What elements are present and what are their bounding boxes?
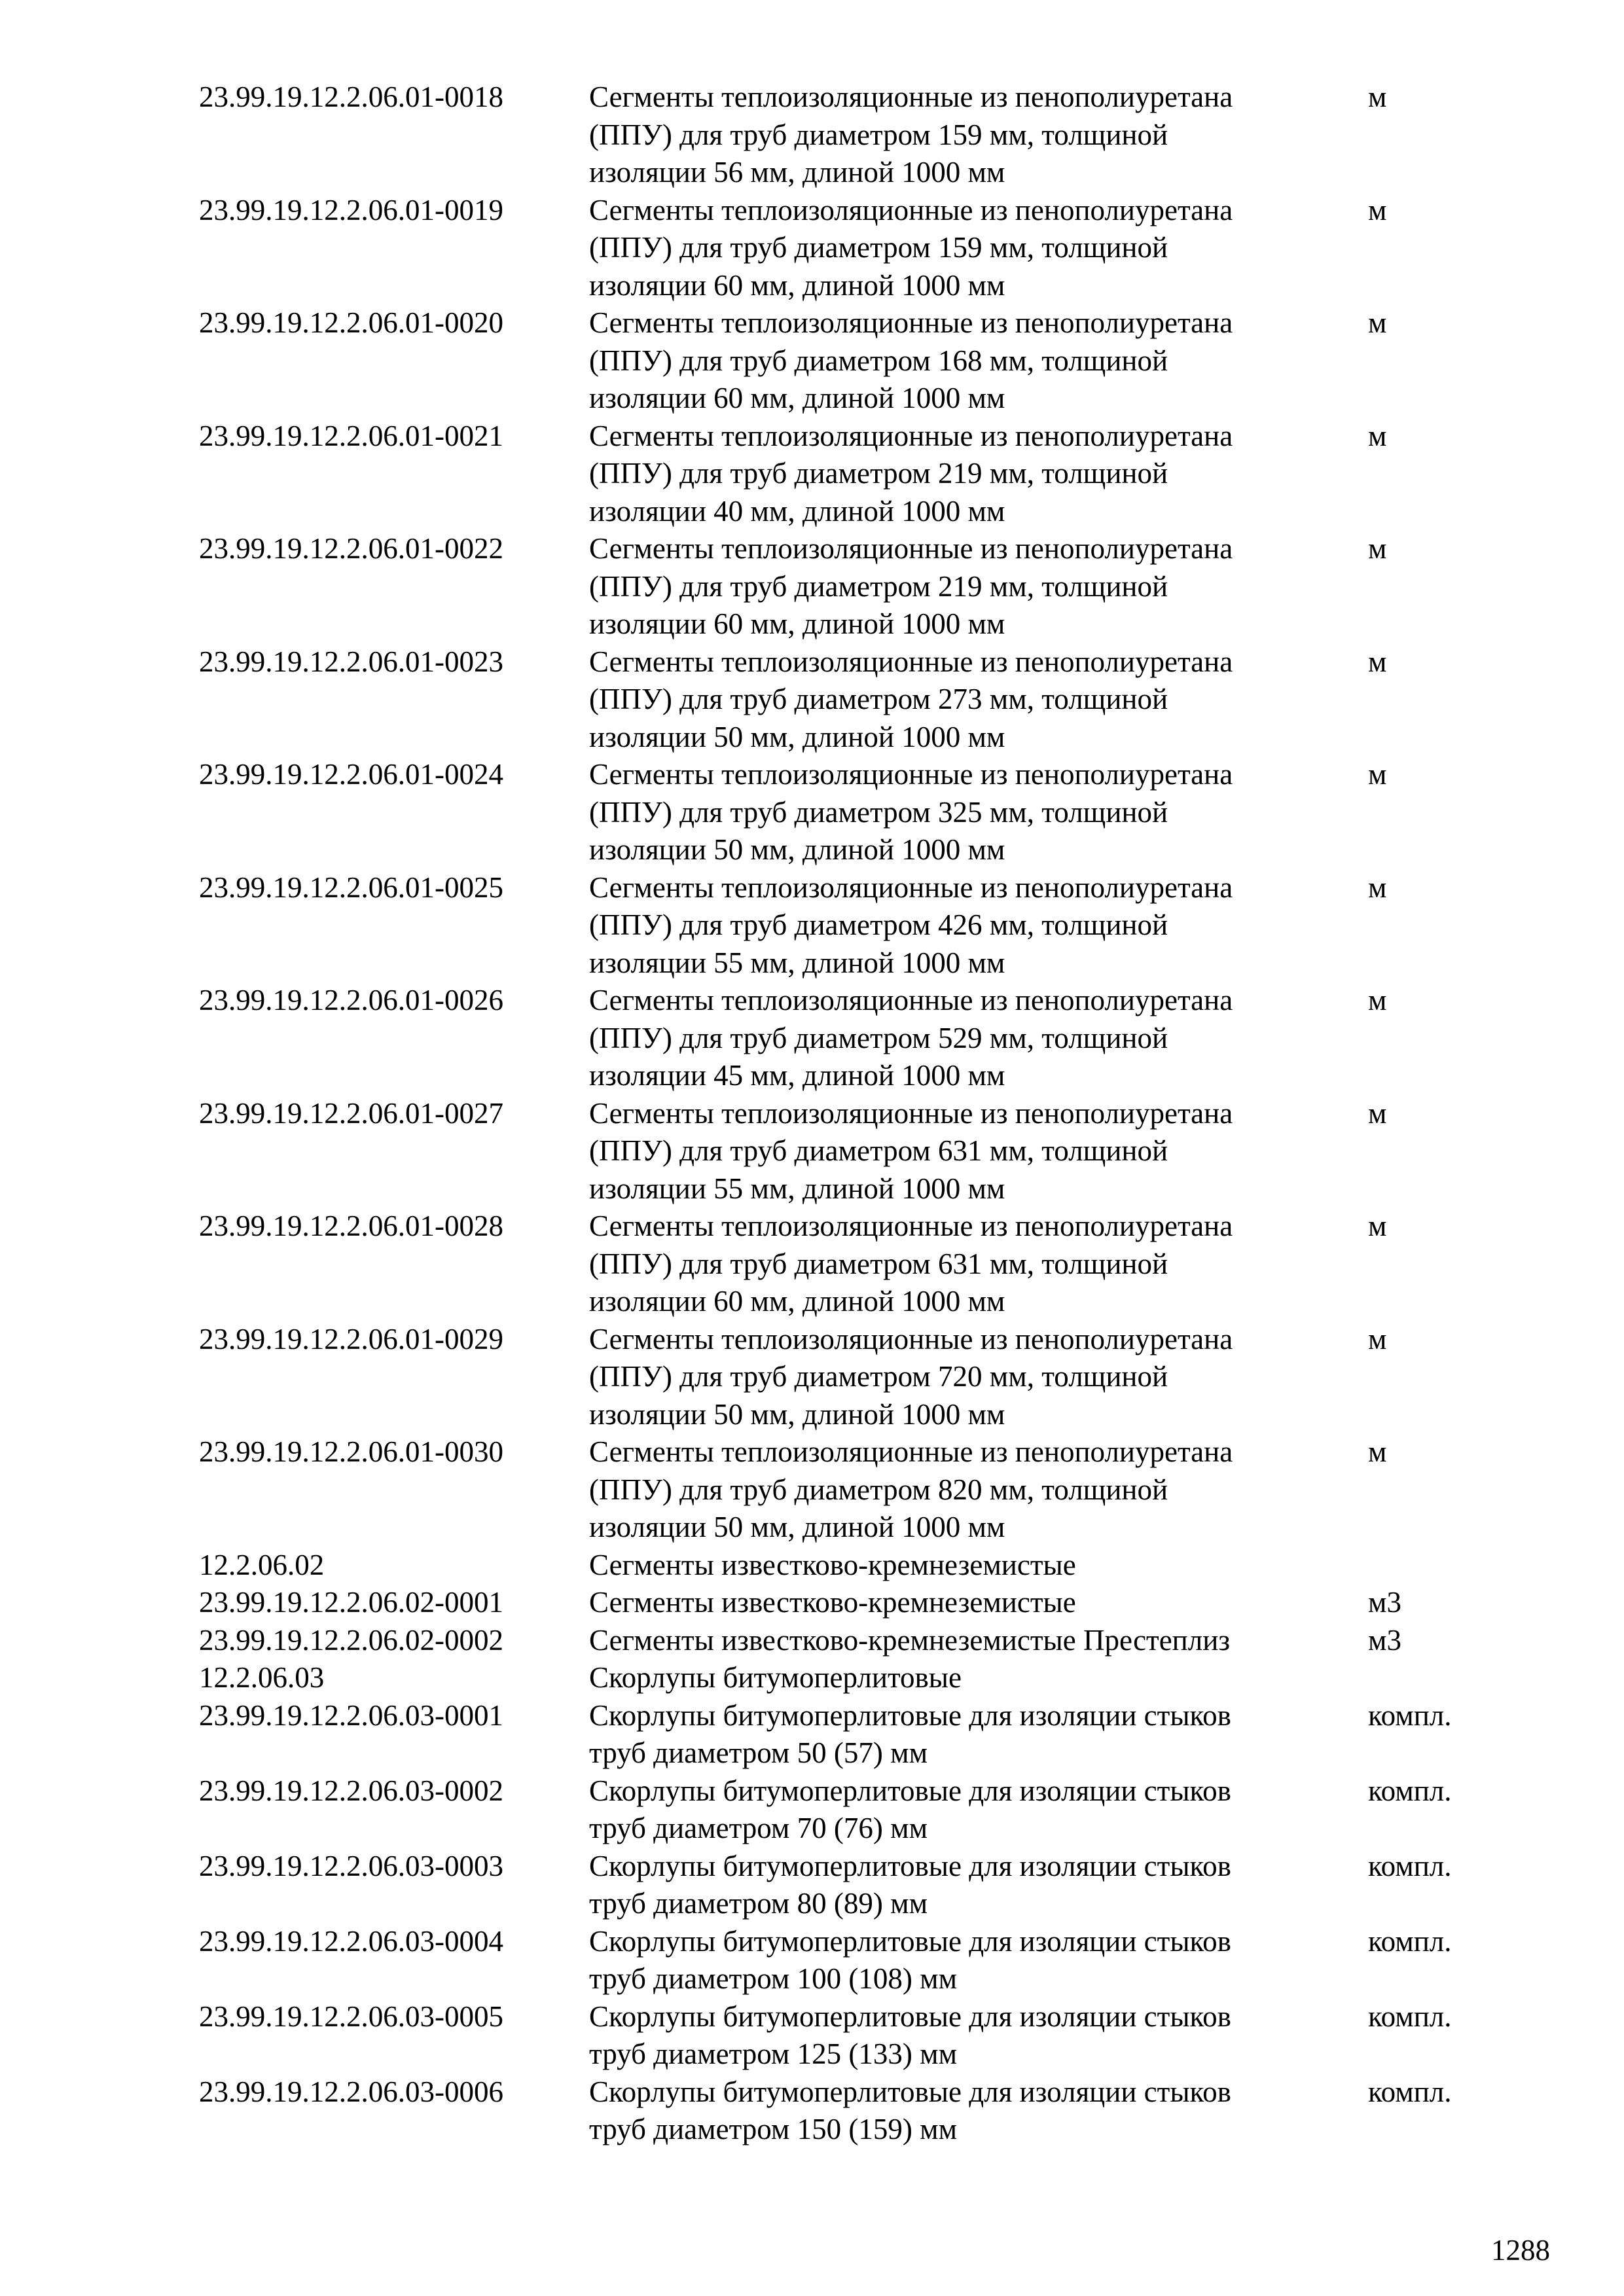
row-unit: м — [1368, 81, 1387, 113]
row-description: Скорлупы битумоперлитовые для изоляции стыков труб диаметром 80 (89) мм — [589, 1849, 1231, 1920]
row-description: Скорлупы битумоперлитовые — [589, 1661, 962, 1694]
row-code: 23.99.19.12.2.06.03-0005 — [199, 2000, 503, 2033]
row-description: Сегменты теплоизоляционные из пенополиуретана (ППУ) для труб диаметром 529 мм, толщиной изоляции 45 мм, длиной 1000 мм — [589, 984, 1233, 1092]
row-description: Скорлупы битумоперлитовые для изоляции стыков труб диаметром 100 (108) мм — [589, 1924, 1231, 1995]
row-unit: компл. — [1368, 1924, 1452, 1958]
table-row — [0, 2073, 1624, 2149]
row-code: 23.99.19.12.2.06.01-0023 — [199, 645, 503, 678]
row-code: 23.99.19.12.2.06.03-0003 — [199, 1849, 503, 1882]
table-row — [0, 1697, 1624, 1772]
row-unit: м3 — [1368, 1623, 1401, 1657]
table-row — [0, 192, 1624, 305]
row-description: Сегменты теплоизоляционные из пенополиуретана (ППУ) для труб диаметром 219 мм, толщиной изоляции 60 мм, длиной 1000 мм — [589, 532, 1233, 640]
row-unit: компл. — [1368, 2000, 1452, 2033]
table-row — [0, 1433, 1624, 1547]
row-description: Сегменты известково-кремнеземистые — [589, 1586, 1076, 1619]
row-code: 23.99.19.12.2.06.01-0027 — [199, 1096, 503, 1130]
row-unit: м — [1368, 419, 1387, 452]
row-unit: м — [1368, 1435, 1387, 1468]
table-row — [0, 869, 1624, 982]
row-description: Сегменты теплоизоляционные из пенополиуретана (ППУ) для труб диаметром 273 мм, толщиной изоляции 50 мм, длиной 1000 мм — [589, 645, 1233, 753]
row-description: Сегменты теплоизоляционные из пенополиуретана (ППУ) для труб диаметром 720 мм, толщиной изоляции 50 мм, длиной 1000 мм — [589, 1322, 1233, 1431]
row-unit: компл. — [1368, 1849, 1452, 1882]
row-description: Сегменты теплоизоляционные из пенополиуретана (ППУ) для труб диаметром 426 мм, толщиной изоляции 55 мм, длиной 1000 мм — [589, 870, 1233, 979]
row-code: 23.99.19.12.2.06.01-0028 — [199, 1210, 503, 1242]
row-unit: м — [1368, 758, 1387, 791]
row-unit: компл. — [1368, 1774, 1452, 1807]
row-code: 23.99.19.12.2.06.03-0002 — [199, 1774, 503, 1807]
row-unit: м — [1368, 1322, 1387, 1355]
row-description: Скорлупы битумоперлитовые для изоляции стыков труб диаметром 70 (76) мм — [589, 1774, 1231, 1844]
row-code: 23.99.19.12.2.06.01-0025 — [199, 870, 503, 904]
row-description: Сегменты теплоизоляционные из пенополиуретана (ППУ) для труб диаметром 159 мм, толщиной изоляции 56 мм, длиной 1000 мм — [589, 81, 1233, 188]
table-row — [0, 1772, 1624, 1848]
row-code: 12.2.06.03 — [199, 1661, 325, 1694]
table-row — [0, 756, 1624, 869]
row-description: Сегменты теплоизоляционные из пенополиуретана (ППУ) для труб диаметром 325 мм, толщиной изоляции 50 мм, длиной 1000 мм — [589, 758, 1233, 866]
row-code: 23.99.19.12.2.06.01-0024 — [199, 758, 503, 791]
table-row — [0, 530, 1624, 643]
row-code: 23.99.19.12.2.06.01-0019 — [199, 193, 503, 226]
row-unit: м3 — [1368, 1586, 1401, 1619]
row-description: Сегменты теплоизоляционные из пенополиуретана (ППУ) для труб диаметром 159 мм, толщиной изоляции 60 мм, длиной 1000 мм — [589, 193, 1233, 302]
page-number: 1288 — [1491, 2234, 1550, 2267]
row-code: 23.99.19.12.2.06.01-0018 — [199, 81, 503, 113]
table-row — [0, 982, 1624, 1095]
table-row — [0, 1208, 1624, 1321]
row-description: Сегменты теплоизоляционные из пенополиуретана (ППУ) для труб диаметром 631 мм, толщиной изоляции 55 мм, длиной 1000 мм — [589, 1096, 1233, 1205]
row-code: 23.99.19.12.2.06.01-0029 — [199, 1322, 503, 1355]
row-description: Сегменты теплоизоляционные из пенополиуретана (ППУ) для труб диаметром 820 мм, толщиной изоляции 50 мм, длиной 1000 мм — [589, 1435, 1233, 1543]
row-description: Сегменты теплоизоляционные из пенополиуретана (ППУ) для труб диаметром 631 мм, толщиной изоляции 60 мм, длиной 1000 мм — [589, 1210, 1233, 1318]
row-description: Сегменты теплоизоляционные из пенополиуретана (ППУ) для труб диаметром 168 мм, толщиной изоляции 60 мм, длиной 1000 мм — [589, 306, 1233, 414]
row-unit: м — [1368, 532, 1387, 565]
table-row — [0, 643, 1624, 757]
row-description: Скорлупы битумоперлитовые для изоляции стыков труб диаметром 125 (133) мм — [589, 2000, 1231, 2070]
table-row — [0, 1998, 1624, 2073]
table-row — [0, 1584, 1624, 1622]
row-unit: компл. — [1368, 1698, 1452, 1732]
row-code: 23.99.19.12.2.06.01-0021 — [199, 419, 503, 452]
row-unit: м — [1368, 645, 1387, 678]
table-row — [0, 304, 1624, 418]
row-description: Скорлупы битумоперлитовые для изоляции стыков труб диаметром 50 (57) мм — [589, 1698, 1231, 1769]
row-unit: м — [1368, 306, 1387, 339]
row-unit: м — [1368, 1096, 1387, 1130]
row-code: 23.99.19.12.2.06.01-0026 — [199, 984, 503, 1016]
row-description: Сегменты известково-кремнеземистые Престеплиз — [589, 1623, 1231, 1657]
table-row — [0, 1321, 1624, 1434]
table-row — [0, 418, 1624, 531]
row-code: 23.99.19.12.2.06.01-0022 — [199, 532, 503, 565]
table-row — [0, 1095, 1624, 1208]
row-code: 23.99.19.12.2.06.03-0004 — [199, 1924, 503, 1958]
row-unit: м — [1368, 870, 1387, 904]
row-unit: м — [1368, 193, 1387, 226]
row-code: 23.99.19.12.2.06.03-0001 — [199, 1698, 503, 1732]
row-description: Сегменты теплоизоляционные из пенополиуретана (ППУ) для труб диаметром 219 мм, толщиной изоляции 40 мм, длиной 1000 мм — [589, 419, 1233, 528]
table-row — [0, 1622, 1624, 1660]
row-code: 23.99.19.12.2.06.02-0001 — [199, 1586, 503, 1619]
row-code: 23.99.19.12.2.06.02-0002 — [199, 1623, 503, 1657]
section-heading-row — [0, 1659, 1624, 1697]
row-unit: м — [1368, 1210, 1387, 1242]
row-code: 12.2.06.02 — [199, 1548, 325, 1581]
row-code: 23.99.19.12.2.06.01-0020 — [199, 306, 503, 339]
row-unit: компл. — [1368, 2075, 1452, 2108]
row-code: 23.99.19.12.2.06.01-0030 — [199, 1435, 503, 1468]
section-heading-row — [0, 1547, 1624, 1585]
row-description: Сегменты известково-кремнеземистые — [589, 1548, 1076, 1581]
table-row — [0, 1848, 1624, 1923]
row-description: Скорлупы битумоперлитовые для изоляции стыков труб диаметром 150 (159) мм — [589, 2075, 1231, 2145]
row-code: 23.99.19.12.2.06.03-0006 — [199, 2075, 503, 2108]
table-row — [0, 79, 1624, 192]
table-row — [0, 1923, 1624, 1998]
row-unit: м — [1368, 984, 1387, 1016]
